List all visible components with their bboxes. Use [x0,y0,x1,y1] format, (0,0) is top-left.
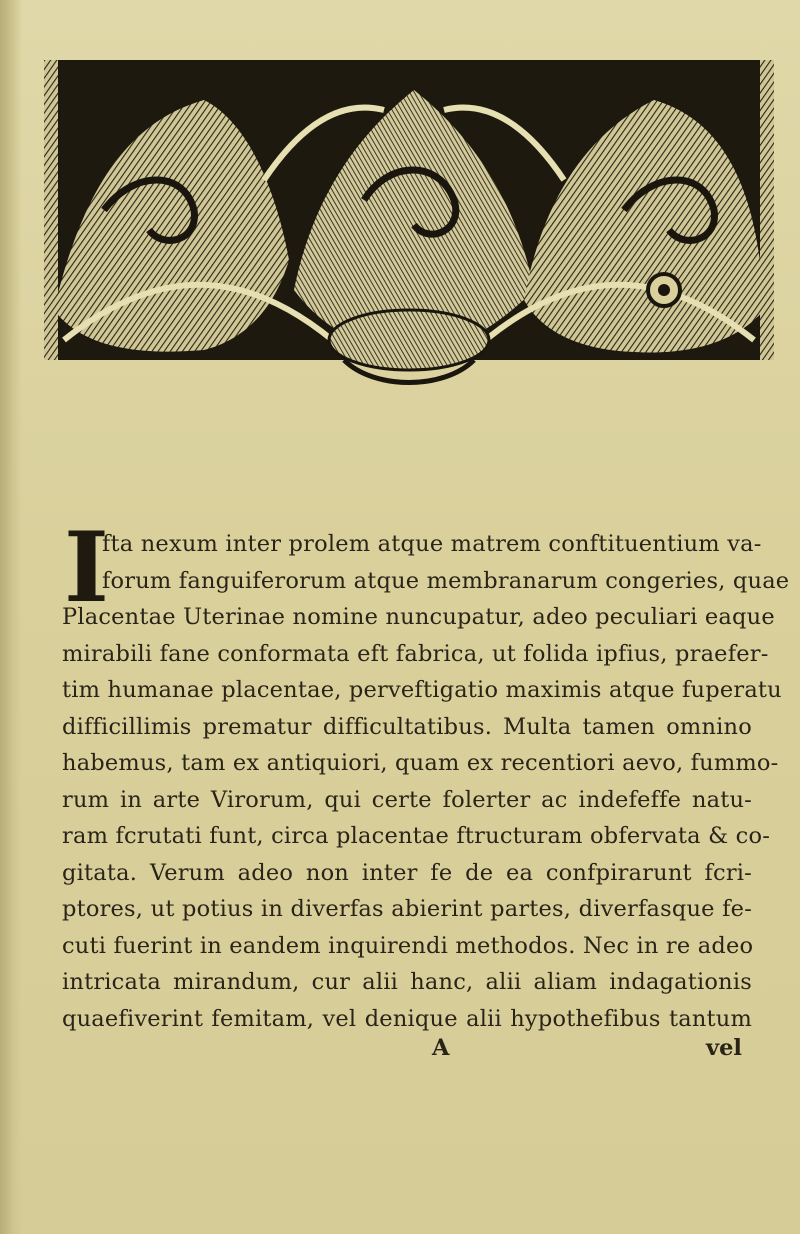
text-line: quaefiverint femitam, vel denique alii hypothefibus tantum [62,1005,752,1032]
text-line: rum in arte Virorum, qui certe folerter ac indefeffe natu- [62,786,752,813]
text-line: habemus, tam ex antiquiori, quam ex recentiori aevo, fummo- [62,750,779,776]
text-line: cuti fuerint in eandem inquirendi methodos. Nec in re adeo [62,932,754,959]
binding-edge [0,0,22,1234]
signature-mark: A [432,1035,450,1061]
drop-cap-initial: I [64,511,109,624]
text-line: tim humanae placentae, perveftigatio maximis atque fuperatu [62,677,782,703]
catchword: vel [706,1035,742,1061]
text-line: ptores, ut potius in diverfas abierint partes, diverfasque fe- [62,896,752,922]
text-line: Placentae Uterinae nomine nuncupatur, adeo peculiari eaque [62,604,775,630]
text-line: gitata. Verum adeo non inter fe de ea confpirarunt fcri- [62,859,752,886]
text-line: mirabili fane conformata eft fabrica, ut folida ipfius, praefer- [62,640,769,667]
ornamental-headpiece-icon [44,60,774,390]
text-line: difficillimis prematur difficultatibus. Multa tamen omnino [62,713,752,740]
text-line: fta nexum inter prolem atque matrem conftituentium va- [102,531,762,557]
text-line: forum fanguiferorum atque membranarum congeries, quae [102,567,790,594]
text-line: intricata mirandum, cur alii hanc, alii aliam indagationis [62,969,752,995]
body-text [62,526,790,1037]
text-line: ram fcrutati funt, circa placentae ftructuram obfervata & co- [62,823,771,849]
